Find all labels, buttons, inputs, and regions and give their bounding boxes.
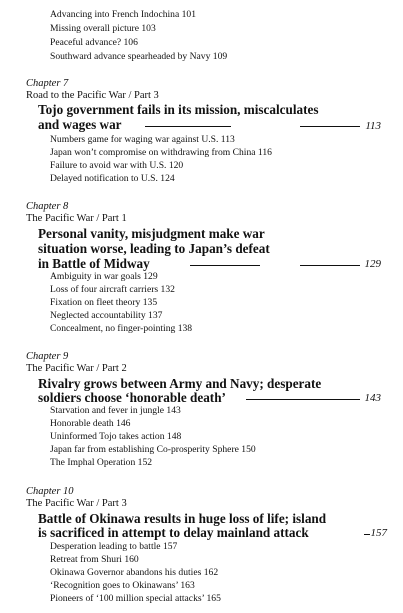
chapter-title-line: soldiers choose ‘honorable death’ [38,390,226,405]
chapter-title-line: Rivalry grows between Army and Navy; desperate [38,376,322,391]
toc-item: Ambiguity in war goals 129 [50,271,158,282]
toc-item: Advancing into French Indochina 101 [50,9,197,20]
toc-item: Neglected accountability 137 [50,310,163,321]
chapter-part: The Pacific War / Part 3 [26,498,127,509]
toc-item: Desperation leading to battle 157 [50,541,178,552]
chapter-title-line: is sacrificed in attempt to delay mainland attack [38,525,309,540]
toc-item: The Imphal Operation 152 [50,457,153,468]
toc-item: Numbers game for waging war against U.S. 113 [50,134,235,145]
chapter-page-number: 129 [364,258,381,270]
chapter-title-line: and wages war [38,117,122,132]
chapter-label: Chapter 7 [26,78,69,89]
chapter-part: The Pacific War / Part 1 [26,213,127,224]
chapter-title-line: in Battle of Midway [38,256,150,271]
toc-item: Missing overall picture 103 [50,23,156,34]
chapter-part: The Pacific War / Part 2 [26,363,127,374]
chapter-page-number: 113 [365,120,381,132]
toc-item: Failure to avoid war with U.S. 120 [50,160,184,171]
chapter-part: Road to the Pacific War / Part 3 [26,90,159,101]
leader-line [300,265,360,266]
leader-line [300,126,360,127]
toc-item: Peaceful advance? 106 [50,37,138,48]
toc-item: Fixation on fleet theory 135 [50,297,158,308]
chapter-label: Chapter 8 [26,201,69,212]
chapter-title-line: Personal vanity, misjudgment make war [38,226,265,241]
toc-item: ‘Recognition goes to Okinawans’ 163 [50,580,195,591]
toc-item: Loss of four aircraft carriers 132 [50,284,175,295]
leader-line [246,399,360,400]
toc-item: Concealment, no finger-pointing 138 [50,323,193,334]
chapter-title-line: Tojo government fails in its mission, miscalculates [38,102,319,117]
toc-item: Southward advance spearheaded by Navy 109 [50,51,228,62]
toc-item: Starvation and fever in jungle 143 [50,405,181,416]
toc-item: Retreat from Shuri 160 [50,554,139,565]
toc-item: Pioneers of ‘100 million special attacks’ 165 [50,593,221,604]
leader-line [145,126,231,127]
toc-item: Uninformed Tojo takes action 148 [50,431,182,442]
chapter-page-number: 143 [364,392,381,404]
leader-line [364,534,370,535]
toc-item: Honorable death 146 [50,418,131,429]
leader-line [190,265,260,266]
chapter-label: Chapter 10 [26,486,74,497]
toc-item: Japan far from establishing Co-prosperity Sphere 150 [50,444,256,455]
toc-item: Delayed notification to U.S. 124 [50,173,175,184]
chapter-label: Chapter 9 [26,351,69,362]
toc-item: Japan won’t compromise on withdrawing from China 116 [50,147,272,158]
chapter-title-line: situation worse, leading to Japan’s defeat [38,241,270,256]
chapter-page-number: 157 [370,527,387,539]
toc-item: Okinawa Governor abandons his duties 162 [50,567,219,578]
chapter-title-line: Battle of Okinawa results in huge loss of life; island [38,511,327,526]
